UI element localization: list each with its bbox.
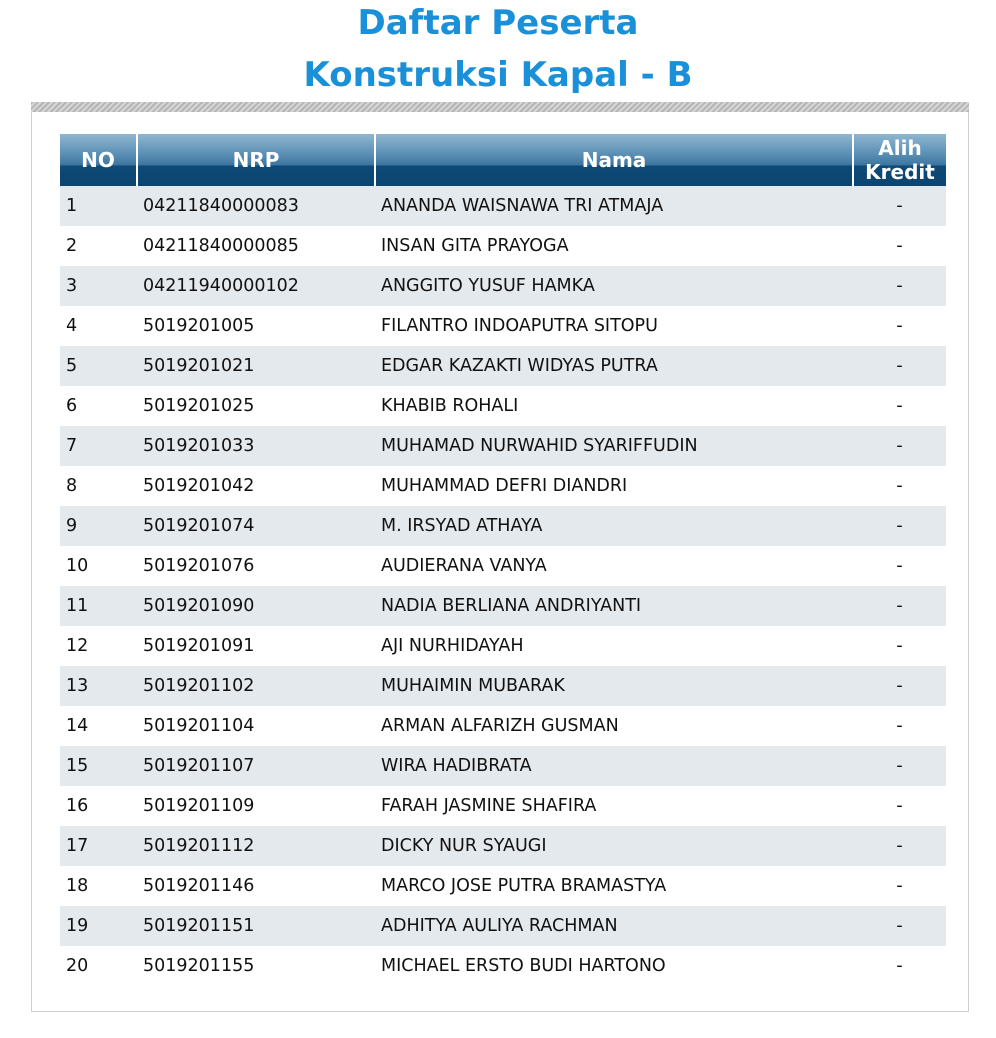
- table-row: [60, 306, 946, 346]
- cell-alih-kredit: -: [853, 546, 946, 586]
- table-row: [60, 586, 946, 626]
- cell-no: 1: [60, 186, 137, 226]
- table-row: [60, 906, 946, 946]
- cell-nrp: 5019201042: [137, 466, 375, 506]
- cell-alih-kredit: -: [853, 866, 946, 906]
- table-row: [60, 626, 946, 666]
- cell-alih-kredit: -: [853, 186, 946, 226]
- cell-nrp: 5019201104: [137, 706, 375, 746]
- cell-nama: FILANTRO INDOAPUTRA SITOPU: [375, 306, 853, 346]
- cell-nrp: 5019201021: [137, 346, 375, 386]
- table-row: [60, 786, 946, 826]
- cell-alih-kredit: -: [853, 786, 946, 826]
- cell-alih-kredit: -: [853, 266, 946, 306]
- cell-alih-kredit: -: [853, 906, 946, 946]
- cell-no: 13: [60, 666, 137, 706]
- cell-no: 2: [60, 226, 137, 266]
- table-row: [60, 746, 946, 786]
- cell-alih-kredit: -: [853, 586, 946, 626]
- cell-nama: WIRA HADIBRATA: [375, 746, 853, 786]
- column-header-alih-kredit: Alih Kredit: [853, 134, 946, 186]
- cell-no: 16: [60, 786, 137, 826]
- cell-nrp: 04211840000085: [137, 226, 375, 266]
- cell-nama: NADIA BERLIANA ANDRIYANTI: [375, 586, 853, 626]
- participant-panel: [31, 102, 969, 1012]
- table-row: [60, 706, 946, 746]
- cell-nama: MUHAMAD NURWAHID SYARIFFUDIN: [375, 426, 853, 466]
- cell-nama: MUHAIMIN MUBARAK: [375, 666, 853, 706]
- cell-no: 9: [60, 506, 137, 546]
- cell-nrp: 5019201091: [137, 626, 375, 666]
- cell-no: 17: [60, 826, 137, 866]
- cell-nama: KHABIB ROHALI: [375, 386, 853, 426]
- cell-nrp: 5019201155: [137, 946, 375, 986]
- cell-nrp: 5019201090: [137, 586, 375, 626]
- cell-alih-kredit: -: [853, 346, 946, 386]
- cell-nama: MUHAMMAD DEFRI DIANDRI: [375, 466, 853, 506]
- cell-no: 4: [60, 306, 137, 346]
- table-row: [60, 506, 946, 546]
- cell-alih-kredit: -: [853, 226, 946, 266]
- cell-nrp: 5019201025: [137, 386, 375, 426]
- table-row: [60, 426, 946, 466]
- cell-nama: ANGGITO YUSUF HAMKA: [375, 266, 853, 306]
- panel-header-bar: [31, 102, 969, 112]
- cell-alih-kredit: -: [853, 426, 946, 466]
- table-row: [60, 226, 946, 266]
- column-header-nama: Nama: [375, 134, 853, 186]
- table-row: [60, 546, 946, 586]
- cell-nama: ADHITYA AULIYA RACHMAN: [375, 906, 853, 946]
- cell-nrp: 5019201112: [137, 826, 375, 866]
- cell-no: 20: [60, 946, 137, 986]
- cell-nama: AUDIERANA VANYA: [375, 546, 853, 586]
- column-header-no: NO: [60, 134, 137, 186]
- cell-no: 14: [60, 706, 137, 746]
- cell-alih-kredit: -: [853, 306, 946, 346]
- cell-nama: AJI NURHIDAYAH: [375, 626, 853, 666]
- cell-nrp: 5019201107: [137, 746, 375, 786]
- cell-nrp: 5019201146: [137, 866, 375, 906]
- column-header-nrp: NRP: [137, 134, 375, 186]
- cell-nama: EDGAR KAZAKTI WIDYAS PUTRA: [375, 346, 853, 386]
- table-row: [60, 266, 946, 306]
- cell-nrp: 5019201151: [137, 906, 375, 946]
- cell-no: 19: [60, 906, 137, 946]
- table-header-row: [60, 134, 946, 186]
- cell-no: 18: [60, 866, 137, 906]
- cell-no: 7: [60, 426, 137, 466]
- cell-no: 5: [60, 346, 137, 386]
- cell-nrp: 5019201102: [137, 666, 375, 706]
- cell-no: 11: [60, 586, 137, 626]
- table-row: [60, 466, 946, 506]
- cell-nama: MARCO JOSE PUTRA BRAMASTYA: [375, 866, 853, 906]
- cell-alih-kredit: -: [853, 706, 946, 746]
- cell-alih-kredit: -: [853, 666, 946, 706]
- page-title-line1: Daftar Peserta: [357, 3, 639, 43]
- cell-nama: MICHAEL ERSTO BUDI HARTONO: [375, 946, 853, 986]
- cell-no: 6: [60, 386, 137, 426]
- cell-alih-kredit: -: [853, 466, 946, 506]
- table-row: [60, 666, 946, 706]
- table-row: [60, 186, 946, 226]
- cell-no: 15: [60, 746, 137, 786]
- cell-nrp: 5019201074: [137, 506, 375, 546]
- page-title-line2: Konstruksi Kapal - B: [303, 55, 693, 95]
- table-row: [60, 946, 946, 986]
- table-row: [60, 346, 946, 386]
- cell-nama: FARAH JASMINE SHAFIRA: [375, 786, 853, 826]
- cell-nrp: 5019201005: [137, 306, 375, 346]
- cell-nama: ARMAN ALFARIZH GUSMAN: [375, 706, 853, 746]
- cell-nama: INSAN GITA PRAYOGA: [375, 226, 853, 266]
- table-row: [60, 826, 946, 866]
- cell-no: 10: [60, 546, 137, 586]
- cell-alih-kredit: -: [853, 506, 946, 546]
- cell-nrp: 5019201076: [137, 546, 375, 586]
- cell-alih-kredit: -: [853, 946, 946, 986]
- cell-nama: M. IRSYAD ATHAYA: [375, 506, 853, 546]
- table-row: [60, 866, 946, 906]
- cell-no: 3: [60, 266, 137, 306]
- cell-nrp: 5019201109: [137, 786, 375, 826]
- participant-table: [60, 134, 946, 986]
- cell-nrp: 04211940000102: [137, 266, 375, 306]
- cell-alih-kredit: -: [853, 626, 946, 666]
- cell-nama: DICKY NUR SYAUGI: [375, 826, 853, 866]
- cell-alih-kredit: -: [853, 746, 946, 786]
- cell-no: 8: [60, 466, 137, 506]
- cell-alih-kredit: -: [853, 386, 946, 426]
- cell-no: 12: [60, 626, 137, 666]
- cell-alih-kredit: -: [853, 826, 946, 866]
- table-row: [60, 386, 946, 426]
- cell-nrp: 04211840000083: [137, 186, 375, 226]
- cell-nama: ANANDA WAISNAWA TRI ATMAJA: [375, 186, 853, 226]
- table-body: [60, 186, 946, 986]
- cell-nrp: 5019201033: [137, 426, 375, 466]
- page-title: [0, 0, 996, 101]
